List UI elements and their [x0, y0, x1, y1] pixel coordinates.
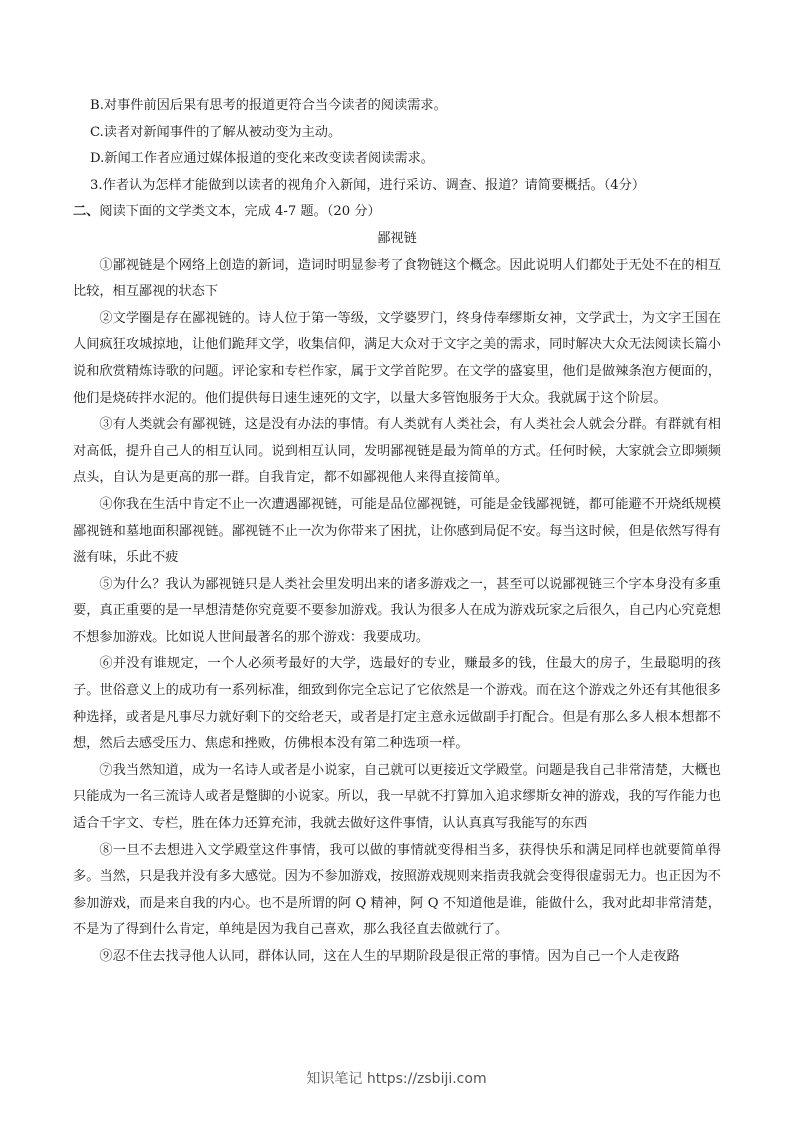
article-title: 鄙视链 [377, 230, 417, 246]
question-3: 3.作者认为怎样才能做到以读者的视角介入新闻，进行采访、调查、报道？请简要概括。（4分） [90, 177, 646, 193]
section-heading [73, 199, 721, 226]
paragraph-2: ②文学圈是存在鄙视链的。诗人位于第一等级，文学婆罗门，终身侍奉缪斯女神，文学武士，为文字王国在人间疯狂攻城掠地，让他们跪拜文学，收集信仰，满足大众对于文字之美的需求，同时解决大众无法阅读长篇小说和欣赏精炼诗歌的问题。评论家和专栏作家，属于文学首陀罗。在文学的盛宴里，他们是做辣条泡方便面的，他们是烧砖拌水泥的。他们提供每日速生速死的文字，以量大多管饱服务于大众。我就属于这个阶层。 [73, 310, 721, 406]
option-d: D.新闻工作者应通过媒体报道的变化来改变读者阅读需求。 [90, 151, 434, 167]
document-body [73, 93, 721, 971]
paragraph-6: ⑥并没有谁规定，一个人必须考最好的大学，选最好的专业，赚最多的钱，住最大的房子，生最聪明的孩子。世俗意义上的成功有一系列标准，细致到你完全忘记了它依然是一个游戏。而在这个游戏之外还有其他很多种选择，或者是凡事尽力就好剩下的交给老天，或者是打定主意永远做副手打配合。但是有那么多人根本想都不想，然后去感受压力、焦虑和挫败，仿佛根本没有第二种选项一样。 [73, 656, 721, 752]
footer-watermark: 知识笔记 https://zsbiji.com [306, 1071, 487, 1087]
section-number: 二、 [73, 204, 100, 220]
section-instruction: 阅读下面的文学类文本，完成 4-7 题。（20 分） [99, 204, 381, 220]
paragraph-5: ⑤为什么？我认为鄙视链只是人类社会里发明出来的诸多游戏之一，甚至可以说鄙视链三个字本身没有多重要，真正重要的是一早想清楚你究竟要不要参加游戏。我认为很多人在成为游戏玩家之后很久，自己内心究竟想不想参加游戏。比如说人世间最著名的那个游戏：我要成功。 [73, 576, 721, 645]
option-b: B.对事件前因后果有思考的报道更符合当今读者的阅读需求。 [90, 98, 447, 113]
option-c: C.读者对新闻事件的了解从被动变为主动。 [90, 124, 342, 140]
paragraph-7: ⑦我当然知道，成为一名诗人或者是小说家，自己就可以更接近文学殿堂。问题是我自己非常清楚，大概也只能成为一名三流诗人或者是蹩脚的小说家。所以，我一早就不打算加入追求缪斯女神的游戏，我的写作能力也适合千字文、专栏，胜在体力还算充沛，我就去做好这件事情，认认真真写我能写的东西 [73, 762, 721, 832]
paragraph-8: ⑧一旦不去想进入文学殿堂这件事情，我可以做的事情就变得相当多，获得快乐和满足同样也就要简单得多。当然，只是我并没有多大感觉。因为不参加游戏，按照游戏规则来指责我就会变得很虚弱无力。也正因为不参加游戏，而是来自我的内心。也不是所谓的阿 Q 精神，阿 Q 不知道他是谁，能做什么，我对此却非常清楚，不是为了得到什么肯定，单纯是因为我自己喜欢，那么我径直去做就行了。 [73, 842, 721, 938]
paragraph-3: ③有人类就会有鄙视链，这是没有办法的事情。有人类就有人类社会，有人类社会人就会分群。有群就有相对高低，提升自己人的相互认同。说到相互认同，发明鄙视链是最为简单的方式。任何时候，大家就会立即频频点头，自认为是更高的那一群。自我肯定，都不如鄙视他人来得直接简单。 [73, 417, 721, 486]
paragraph-4: ④你我在生活中肯定不止一次遭遇鄙视链，可能是品位鄙视链，可能是金钱鄙视链，都可能避不开烧纸规模鄙视链和墓地面积鄙视链。鄙视链不止一次为你带来了困扰，让你感到局促不安。每当这时候，但是依然写得有滋有味，乐此不疲 [73, 496, 721, 566]
paragraph-1: ①鄙视链是个网络上创造的新词，造词时明显参考了食物链这个概念。因此说明人们都处于无处不在的相互比较，相互鄙视的状态下 [73, 257, 721, 300]
paragraph-9: ⑨忍不住去找寻他人认同，群体认同，这在人生的早期阶段是很正常的事情。因为自己一个人走夜路 [99, 949, 680, 964]
